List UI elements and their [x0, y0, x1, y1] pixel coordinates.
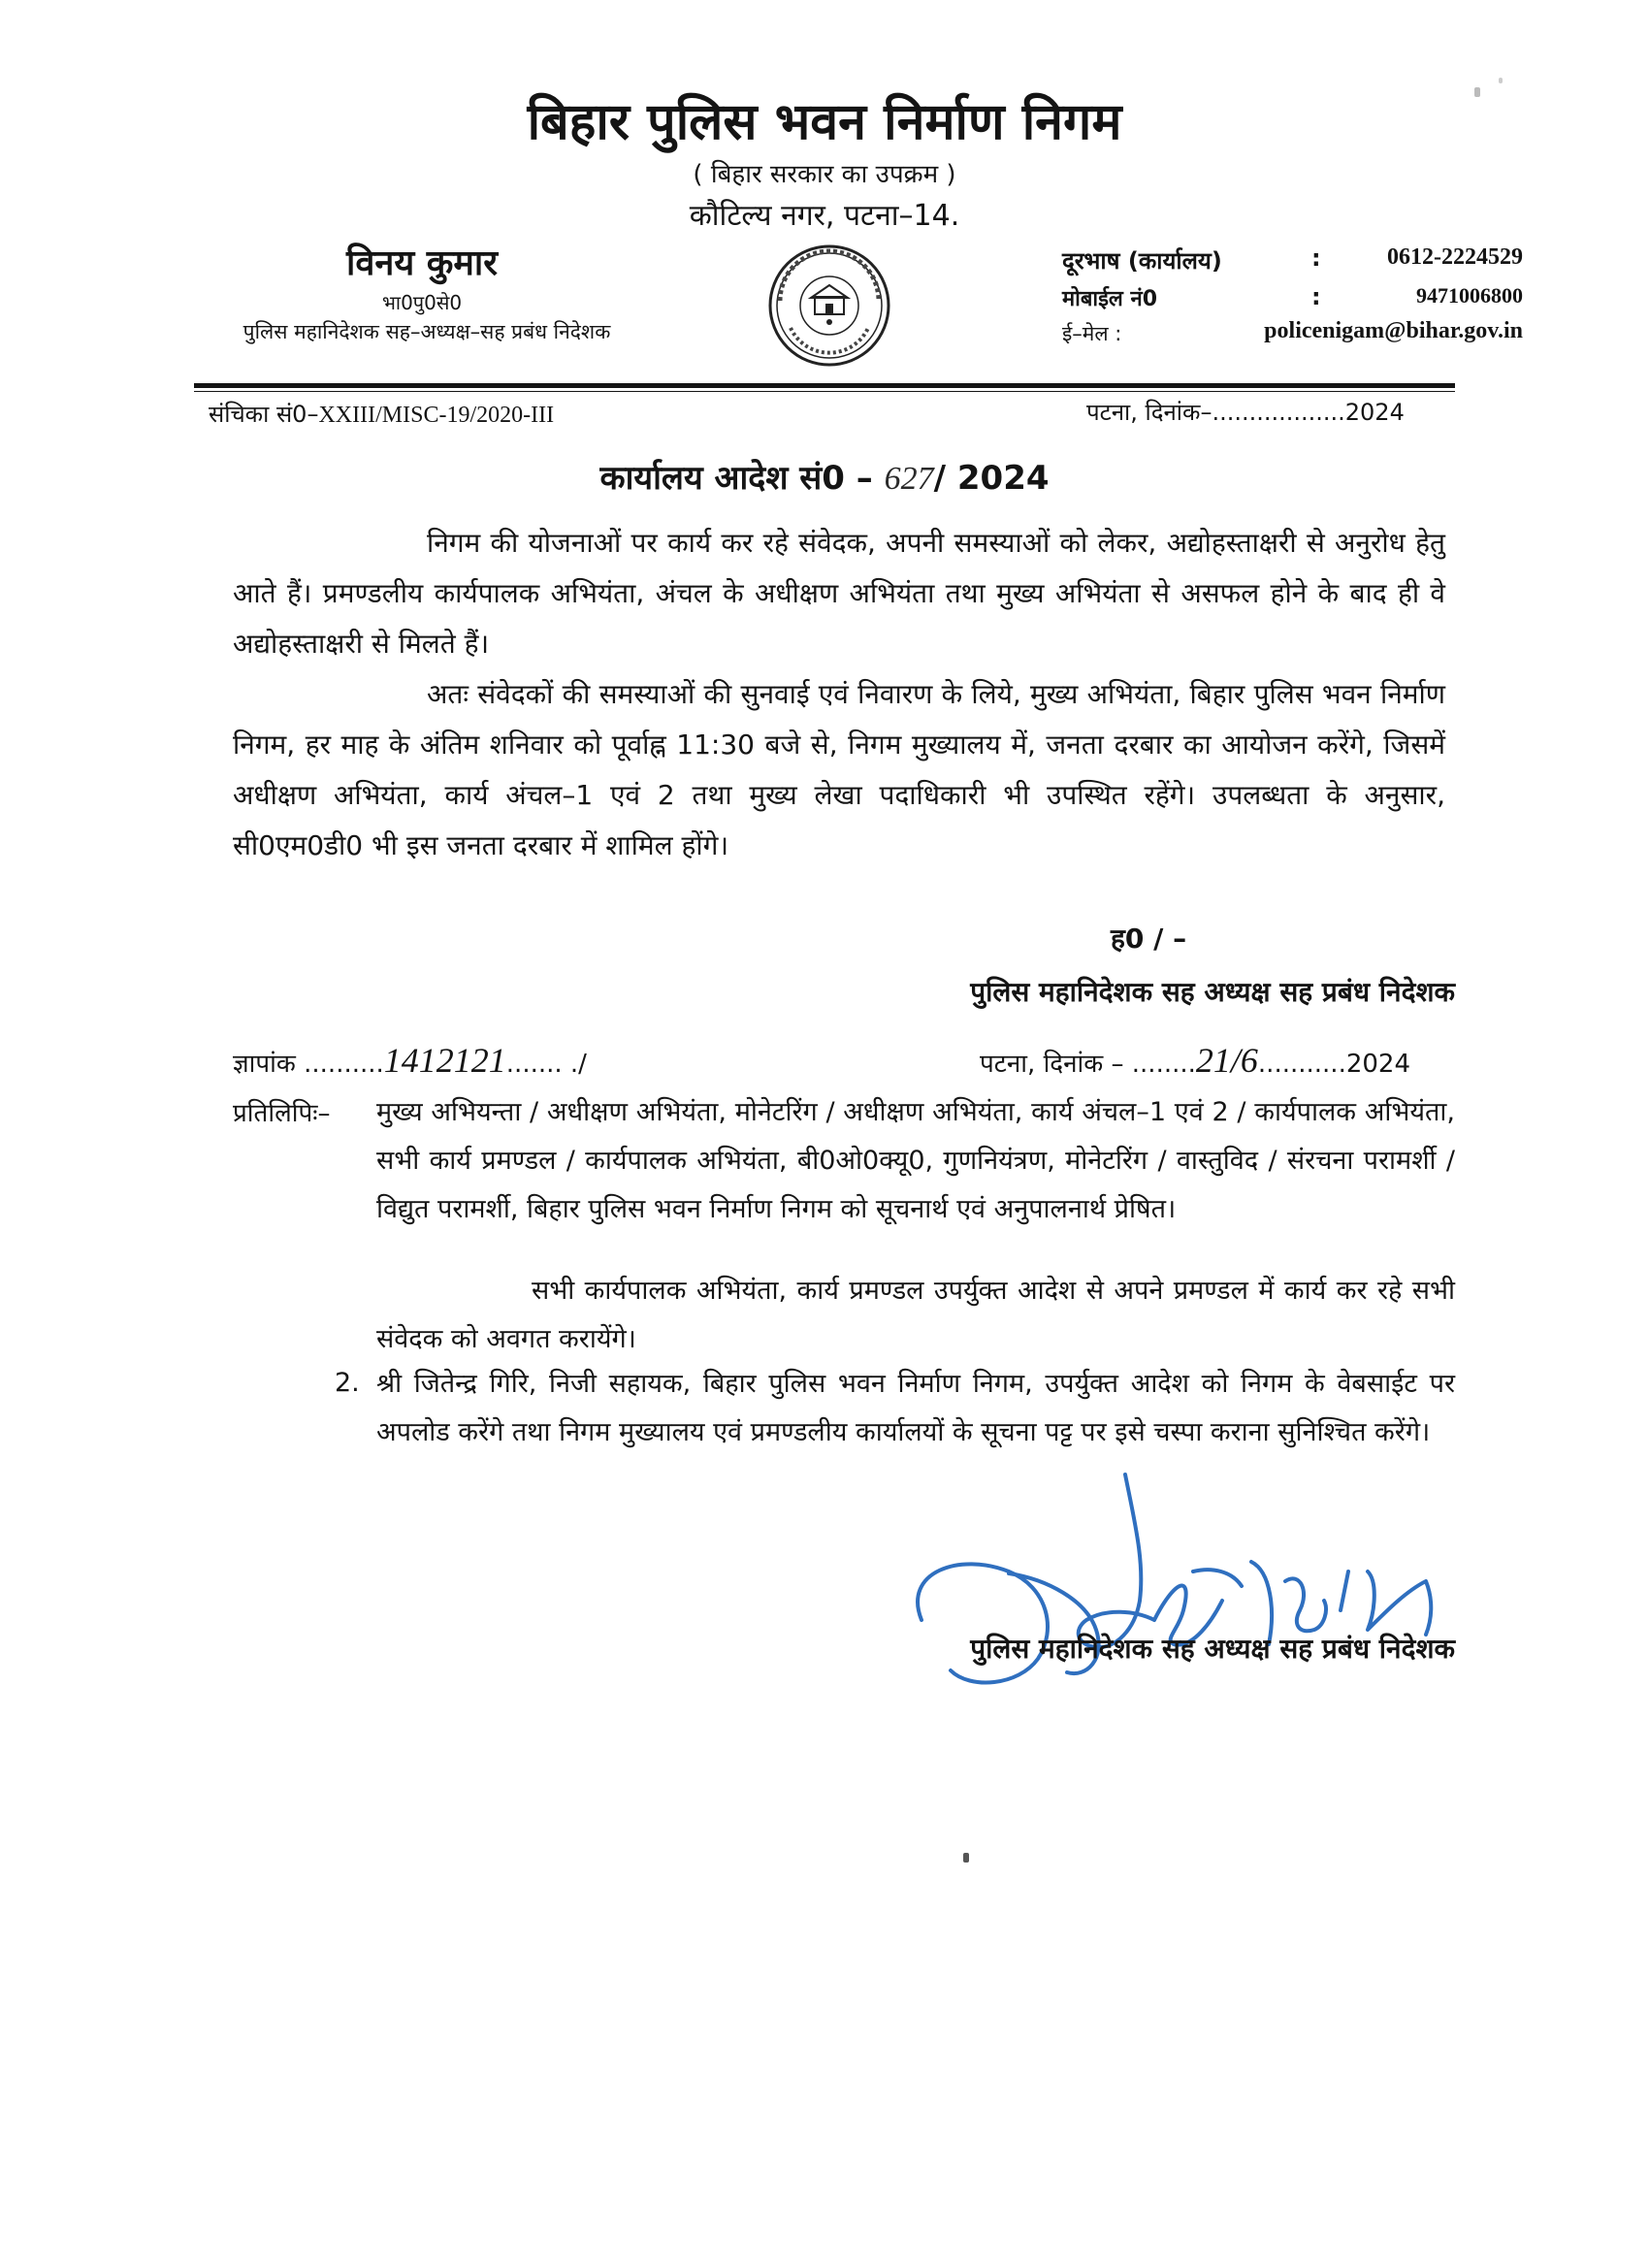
officer-name: विनय कुमार [346, 243, 498, 283]
memo-dots-after: ....... ./ [505, 1050, 587, 1079]
paragraph-1-text: निगम की योजनाओं पर कार्य कर रहे संवेदक, अपनी समस्याओं को लेकर, अद्योहस्ताक्षरी से अनुरोध हेतु आते हैं। प्रमण्डलीय कार्यपालक अभियंता, अंचल के अधीक्षण अभियंता तथा मुख्य अभियंता से असफल होने के बाद ही वे अद्योहस्ताक्षरी से मिलते हैं। [233, 527, 1445, 660]
memo-number [233, 1040, 587, 1081]
copy-item-1-followup-text: सभी कार्यपालक अभियंता, कार्य प्रमण्डल उपर्युक्त आदेश से अपने प्रमण्डल में कार्य कर रहे सभी संवेदक को अवगत करायेंगे। [376, 1276, 1455, 1354]
memo-number-handwritten: 1412121 [383, 1041, 506, 1080]
scan-speck [1499, 78, 1503, 83]
file-number-label: संचिका सं0– [209, 401, 319, 428]
order-title [0, 454, 1649, 499]
mobile-label: मोबाईल नं0 [1062, 287, 1158, 311]
memo-dots-before: .......... [304, 1050, 384, 1079]
header-divider-thin [194, 391, 1455, 392]
order-title-prefix: कार्यालय आदेश सं0 – [599, 459, 873, 498]
signatory-designation: पुलिस महानिदेशक सह अध्यक्ष सह प्रबंध निदेशक [970, 976, 1455, 1008]
closing-signatory: पुलिस महानिदेशक सह अध्यक्ष सह प्रबंध निदेशक [970, 1633, 1455, 1665]
organization-name: बिहार पुलिस भवन निर्माण निगम [527, 93, 1122, 151]
memo-date [980, 1040, 1410, 1081]
file-number-value: XXIII/MISC-19/2020-III [318, 403, 555, 428]
copy-item-2-number: 2. [335, 1368, 360, 1398]
email-label: ई–मेल : [1062, 322, 1122, 345]
order-title-suffix: / 2024 [933, 459, 1050, 498]
header-divider [194, 383, 1455, 388]
file-number [209, 398, 554, 430]
mobile-colon: : [1311, 283, 1321, 310]
officer-service: भा0पु0से0 [381, 291, 463, 314]
order-paragraph-2 [233, 669, 1445, 871]
phone-label: दूरभाष (कार्यालय) [1062, 247, 1222, 275]
scan-speck [1474, 87, 1480, 97]
order-paragraph-1 [233, 518, 1445, 669]
copy-label: प्रतिलिपिः– [233, 1099, 331, 1128]
mobile-value: 9471006800 [1416, 283, 1523, 308]
memo-date-prefix: पटना, दिनांक – [980, 1050, 1124, 1079]
phone-value: 0612-2224529 [1387, 244, 1523, 270]
memo-date-dots: ........ [1131, 1050, 1196, 1079]
corporation-seal-icon [766, 243, 892, 369]
memo-date-handwritten: 21/6 [1195, 1041, 1258, 1080]
copy-item-2: श्री जितेन्द्र गिरि, निजी सहायक, बिहार पुलिस भवन निर्माण निगम, उपर्युक्त आदेश को निगम के वेबसाईट पर अपलोड करेंगे तथा निगम मुख्यालय एवं प्रमण्डलीय कार्यालयों के सूचना पट्ट पर इसे चस्पा कराना सुनिश्चित करेंगे। [376, 1369, 1455, 1447]
copy-item-1-followup [376, 1267, 1455, 1364]
paragraph-2-text: अतः संवेदकों की समस्याओं की सुनवाई एवं निवारण के लिये, मुख्य अभियंता, बिहार पुलिस भवन निर्माण निगम, हर माह के अंतिम शनिवार को पूर्वाह्न 11:30 बजे से, निगम मुख्यालय में, जनता दरबार का आयोजन करेंगे, जिसमें अधीक्षण अभियंता, कार्य अंचल–1 एवं 2 तथा मुख्य लेखा पदाधिकारी भी उपस्थित रहेंगे। उपलब्धता के अनुसार, सी0एम0डी0 भी इस जनता दरबार में शामिल होंगे। [233, 678, 1445, 861]
email-value: policenigam@bihar.gov.in [1264, 318, 1523, 343]
signed-mark: ह0 / – [1111, 923, 1187, 955]
order-number-handwritten: 627 [884, 461, 934, 497]
officer-designation: पुलिस महानिदेशक सह–अध्यक्ष–सह प्रबंध निदेशक [242, 320, 611, 343]
copy-item-1: मुख्य अभियन्ता / अधीक्षण अभियंता, मोनेटरिंग / अधीक्षण अभियंता, कार्य अंचल–1 एवं 2 / कार्यपालक अभियंता, सभी कार्य प्रमण्डल / कार्यपालक अभियंता, बी0ओ0क्यू0, गुणनियंत्रण, मोनेटरिंग / वास्तुविद / संरचना परामर्शी / विद्युत परामर्शी, बिहार पुलिस भवन निर्माण निगम को सूचनार्थ एवं अनुपालनार्थ प्रेषित। [376, 1097, 1455, 1224]
issue-date: पटना, दिनांक–..................2024 [1086, 399, 1405, 426]
phone-colon: : [1311, 244, 1321, 272]
organization-address: कौटिल्य नगर, पटना–14. [689, 199, 960, 233]
memo-label: ज्ञापांक [233, 1050, 296, 1079]
scan-speck [963, 1853, 969, 1863]
organization-subtitle: ( बिहार सरकार का उपक्रम ) [693, 160, 956, 189]
memo-date-suffix: ...........2024 [1257, 1050, 1411, 1079]
handwritten-signature [844, 1465, 1484, 1717]
